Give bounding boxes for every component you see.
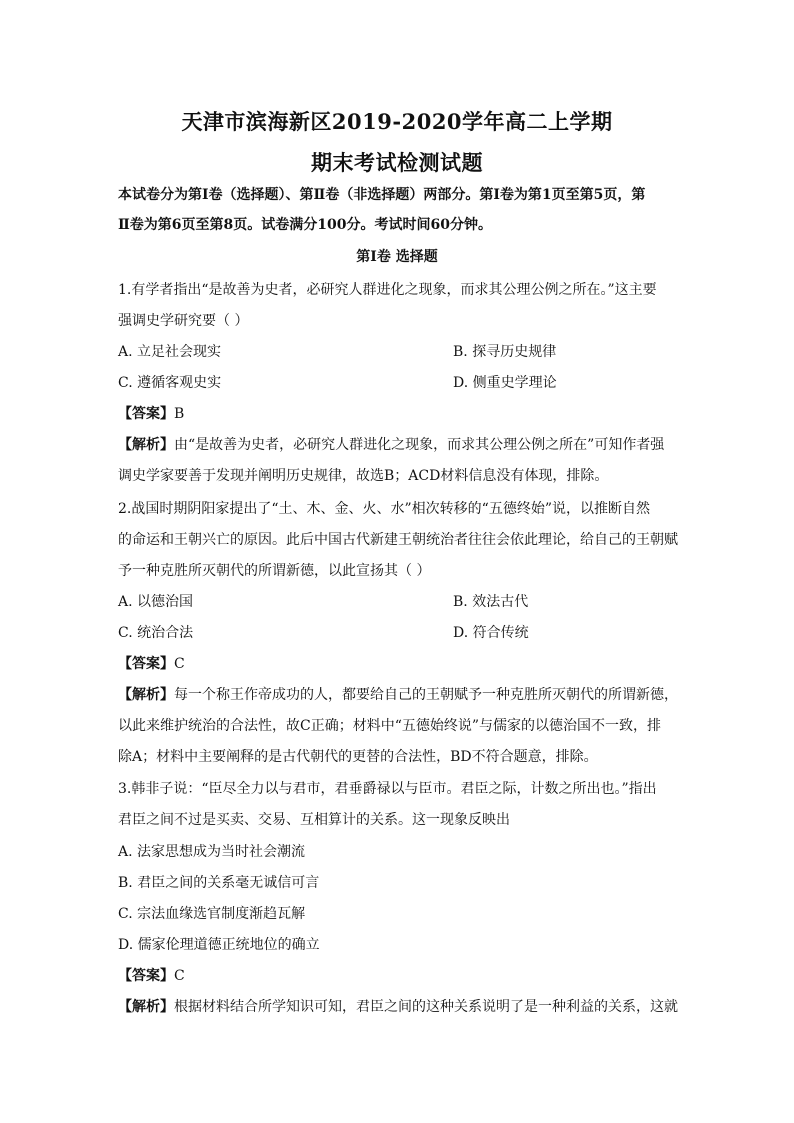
exam-title: 天津市滨海新区2019-2020学年高二上学期 xyxy=(181,109,613,134)
q2-answer-value: C xyxy=(174,656,185,672)
q3-option-c: C. 宗法血缘选官制度渐趋瓦解 xyxy=(118,906,306,922)
q1-option-b: B. 探寻历史规律 xyxy=(453,344,557,360)
intro-line-1: 本试卷分为第Ⅰ卷（选择题）、第Ⅱ卷（非选择题）两部分。第Ⅰ卷为第1页至第5页，第 xyxy=(118,187,646,203)
answer-tag: 【答案】 xyxy=(118,406,174,422)
q2-option-b: B. 效法古代 xyxy=(453,594,529,610)
exam-subtitle: 期末考试检测试题 xyxy=(311,150,483,175)
answer-tag: 【答案】 xyxy=(118,968,174,984)
q3-stem-1: 3.韩非子说：“臣尽全力以与君市，君垂爵禄以与臣市。君臣之际，计数之所出也。”指出 xyxy=(118,781,657,797)
q1-stem-2: 强调史学研究要（ ） xyxy=(118,313,249,329)
q1-analysis-2: 调史学家要善于发现并阐明历史规律，故选B；ACD材料信息没有体现，排除。 xyxy=(118,468,609,484)
q1-option-a: A. 立足社会现实 xyxy=(118,344,222,360)
analysis-tag: 【解析】 xyxy=(118,999,174,1015)
q2-analysis-3: 除A；材料中主要阐释的是古代朝代的更替的合法性，BD不符合题意，排除。 xyxy=(118,749,598,765)
section-title: 第Ⅰ卷 选择题 xyxy=(356,249,438,265)
q2-option-c: C. 统治合法 xyxy=(118,625,194,641)
q2-analysis-2: 以此来维护统治的合法性，故C正确；材料中“五德始终说”与儒家的以德治国不一致，排 xyxy=(118,718,662,734)
q1-answer-value: B xyxy=(174,406,185,422)
q1-answer xyxy=(118,404,678,424)
q3-analysis-1 xyxy=(118,997,678,1017)
q2-analysis-1 xyxy=(118,685,678,705)
q2-option-d: D. 符合传统 xyxy=(453,625,529,641)
q2-answer xyxy=(118,654,678,674)
answer-tag: 【答案】 xyxy=(118,656,174,672)
q3-answer xyxy=(118,966,678,986)
q3-answer-value: C xyxy=(174,968,185,984)
q2-analysis-text-1: 每一个称王作帝成功的人，都要给自己的王朝赋予一种克胜所灭朝代的所谓新德， xyxy=(174,687,678,703)
q2-stem-1: 2.战国时期阴阳家提出了“土、木、金、火、水”相次转移的“五德终始”说，以推断自然 xyxy=(118,501,650,517)
q3-analysis-text-1: 根据材料结合所学知识可知，君臣之间的这种关系说明了是一种利益的关系，这就 xyxy=(174,999,678,1015)
intro-line-2: Ⅱ卷为第6页至第8页。试卷满分100分。考试时间60分钟。 xyxy=(118,217,492,233)
q3-option-d: D. 儒家伦理道德正统地位的确立 xyxy=(118,937,320,953)
q2-stem-2: 的命运和王朝兴亡的原因。此后中国古代新建王朝统治者往往会依此理论，给自己的王朝赋 xyxy=(118,532,678,548)
q1-option-c: C. 遵循客观史实 xyxy=(118,375,222,391)
analysis-tag: 【解析】 xyxy=(118,687,174,703)
q3-option-b: B. 君臣之间的关系毫无诚信可言 xyxy=(118,875,320,891)
q2-stem-3: 予一种克胜所灭朝代的所谓新德，以此宣扬其（ ） xyxy=(118,563,431,579)
q1-stem-1: 1.有学者指出“是故善为史者，必研究人群进化之现象，而求其公理公例之所在。”这主要 xyxy=(118,282,657,298)
q3-option-a: A. 法家思想成为当时社会潮流 xyxy=(118,844,306,860)
q3-stem-2: 君臣之间不过是买卖、交易、互相算计的关系。这一现象反映出 xyxy=(118,812,510,828)
analysis-tag: 【解析】 xyxy=(118,437,174,453)
q1-option-d: D. 侧重史学理论 xyxy=(453,375,557,391)
q2-option-a: A. 以德治国 xyxy=(118,594,194,610)
q1-analysis-1 xyxy=(118,435,678,455)
q1-analysis-text-1: 由“是故善为史者，必研究人群进化之现象，而求其公理公例之所在”可知作者强 xyxy=(174,437,665,453)
